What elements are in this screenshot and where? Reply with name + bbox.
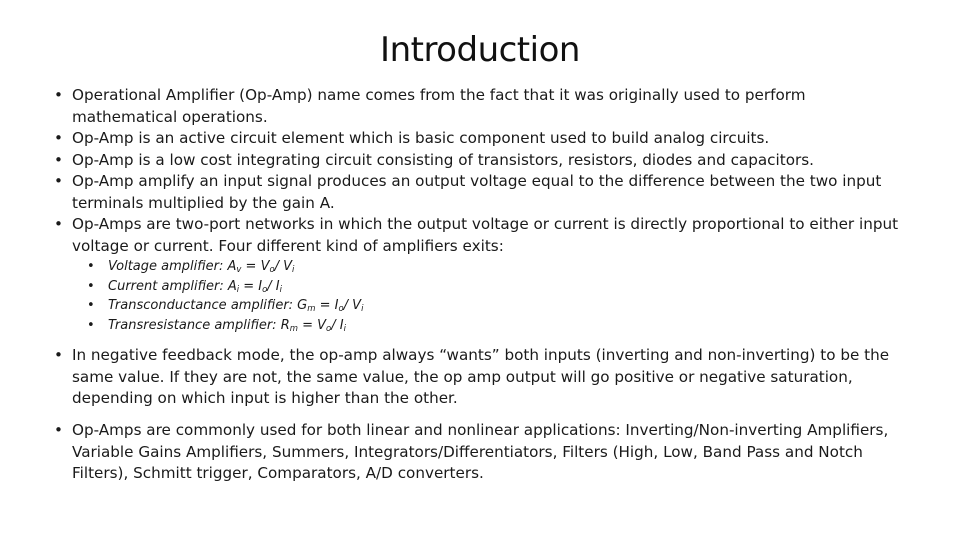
bullet-icon: • [54,172,63,190]
formula-subscript: o [326,322,332,333]
formula-subscript: m [307,303,316,314]
formula-subscript: i [236,283,240,294]
list-item [87,296,808,316]
formula-subscript: m [289,322,298,333]
bullet-text: Op-Amp is a low cost integrating circuit consisting of transistors, resistors, diodes and capacitors. [72,150,814,169]
bullet-text: Op-Amps are two-port networks in which the output voltage or current is directly proportional to either input voltage or current. Four different kind of amplifiers exits: [72,215,899,255]
slide-title: Introduction [380,30,580,70]
list-item [54,171,902,214]
formula-subscript: i [361,303,364,314]
list-item [54,345,902,410]
formula-label: Transconductance amplifier: G [108,298,308,313]
bullet-text: In negative feedback mode, the op-amp always “wants” both inputs (inverting and non-inverting) to be the same value. If they are not, the same value, the op amp output will go positive or negative saturation, depending on which input is higher than the other. [72,346,890,407]
list-item [54,420,902,485]
formula-label: Current amplifier: A [108,278,237,294]
bullet-icon: • [54,215,63,233]
bullet-icon: • [54,129,63,147]
formula-subscript: i [292,264,295,275]
formula-part: = I [315,298,339,313]
list-item [54,85,902,128]
bullet-icon: • [54,346,63,364]
bullet-text: Op-Amp is an active circuit element which is basic component used to build analog circuits. [72,129,770,147]
list-item [54,128,902,150]
formula-part: / V [343,298,362,313]
list-item [54,214,902,257]
formula-part: = I [239,278,263,294]
bullet-icon: • [87,317,95,333]
formula-label: Voltage amplifier: A [108,259,237,274]
formula-part: / I [267,278,280,294]
bullet-icon: • [87,298,95,313]
formula-part: / I [331,317,344,333]
formula-part: = V [297,317,327,333]
bullet-text: Operational Amplifier (Op-Amp) name comes from the fact that it was originally used to perform mathematical operations. [72,86,806,126]
formula-subscript: o [338,303,344,314]
bullet-icon: • [54,421,63,439]
main-bullet-list [54,85,902,257]
bullet-icon: • [54,150,63,169]
formula-part: = V [241,259,270,274]
list-item [87,316,808,336]
bullet-icon: • [54,86,63,104]
list-item [87,277,808,297]
list-item [87,257,808,277]
feedback-bullet-list [54,345,902,410]
bullet-text: Op-Amp amplify an input signal produces an output voltage equal to the difference between the two input terminals multiplied by the gain A. [72,172,882,212]
applications-bullet-list [54,420,902,485]
amplifier-types-list [87,257,808,335]
formula-subscript: i [343,322,346,333]
bullet-text: Op-Amps are commonly used for both linear and nonlinear applications: Inverting/Non-inverting Amplifiers, Variable Gains Amplifiers, Summers, Integrators/Differentiators, Filters (High, Low, Band Pass and Notch Filters), Schmitt trigger, Comparators, A/D converters. [72,421,889,482]
list-item [54,150,902,172]
formula-label: Transresistance amplifier: R [108,317,290,333]
bullet-icon: • [87,259,95,274]
formula-subscript: o [269,264,275,275]
formula-part: / V [274,259,293,274]
bullet-icon: • [87,278,95,294]
formula-subscript: o [262,283,268,294]
formula-subscript: i [279,283,282,294]
formula-subscript: v [236,264,242,275]
